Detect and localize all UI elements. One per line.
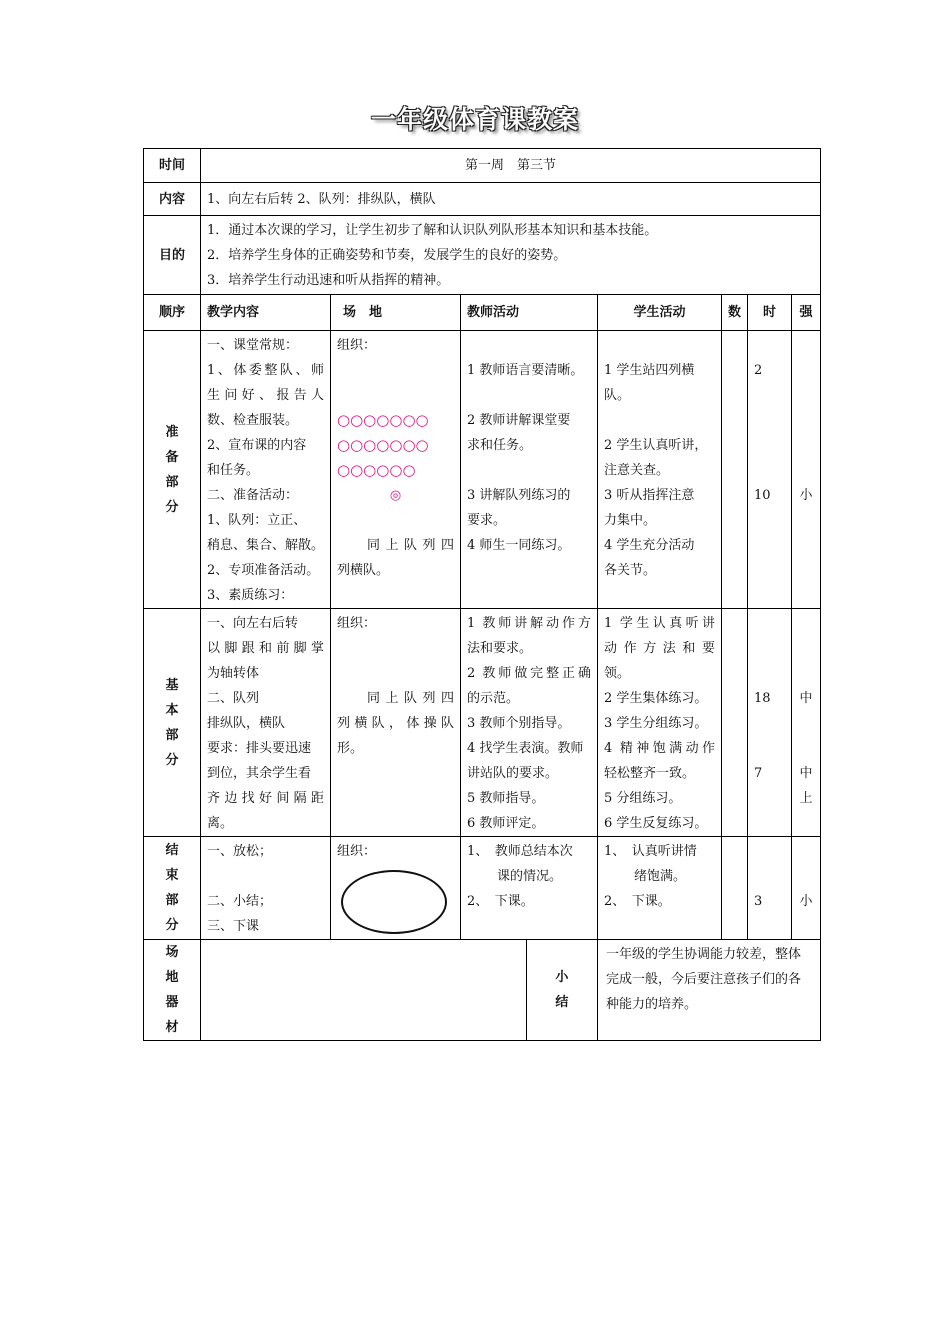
venue-label: 组织： bbox=[337, 844, 377, 859]
end-section-row bbox=[144, 837, 821, 940]
prep-venue: 组织： ○○○○○○○ ○○○○○○○ ○○○○○○ ◎ 同上队列四 列横队。 bbox=[331, 331, 461, 609]
time-row bbox=[144, 149, 821, 183]
end-time: 3 bbox=[748, 837, 792, 940]
basic-intensity: 中 中 上 bbox=[792, 609, 821, 837]
section-label-end: 结 束 部 分 bbox=[144, 837, 201, 940]
prep-teacher-activity: 1 教师语言要清晰。 2 教师讲解课堂要 求和任务。 3 讲解队列练习的 要求。 4 师生一同练习。 bbox=[461, 331, 598, 609]
venue-label: 组织： bbox=[337, 616, 377, 631]
prep-student-activity: 1 学生站四列横 队。 2 学生认真听讲， 注意关查。 3 听从指挥注意 力集中。 4 学生充分活动 各关节。 bbox=[598, 331, 722, 609]
prep-time: 2 10 bbox=[748, 331, 792, 609]
footer-split-cell bbox=[201, 940, 598, 1041]
goal-row bbox=[144, 216, 821, 295]
prep-section-row bbox=[144, 331, 821, 609]
column-header: 学生活动 bbox=[598, 295, 722, 331]
section-label-basic: 基 本 部 分 bbox=[144, 609, 201, 837]
basic-content: 一、向左右后转 以脚跟和前脚掌 为轴转体 二、队列 排纵队，横队 要求：排头要迅速 到位，其余学生看 齐边找好间隔距 离。 bbox=[201, 609, 331, 837]
goal-item: 2．培养学生身体的正确姿势和节奏，发展学生的良好的姿势。 bbox=[207, 248, 567, 263]
basic-venue: 组织： 同上队列四 列横队，体操队 形。 bbox=[331, 609, 461, 837]
time-value: 第一周 第三节 bbox=[201, 149, 821, 183]
basic-teacher-activity: 1 教师讲解动作方 法和要求。 2 教师做完整正确 的示范。 3 教师个别指导。 4 找学生表演。教师 讲站队的要求。 5 教师指导。 6 教师评定。 bbox=[461, 609, 598, 837]
basic-student-activity: 1 学生认真听讲 动作方法和要 领。 2 学生集体练习。 3 学生分组练习。 4 精神饱满动作 轻松整齐一致。 5 分组练习。 6 学生反复练习。 bbox=[598, 609, 722, 837]
summary-label: 小 结 bbox=[555, 970, 569, 1010]
circle-formation-icon bbox=[341, 870, 447, 934]
end-student-activity: 1、 认真听讲情 绪饱满。 2、 下课。 bbox=[598, 837, 722, 940]
column-header-row bbox=[144, 295, 821, 331]
content-row bbox=[144, 183, 821, 216]
time-label: 时间 bbox=[144, 149, 201, 183]
basic-section-row bbox=[144, 609, 821, 837]
column-header: 顺序 bbox=[144, 295, 201, 331]
column-header: 教师活动 bbox=[461, 295, 598, 331]
goal-list bbox=[201, 216, 821, 295]
basic-time: 18 7 bbox=[748, 609, 792, 837]
prep-content: 一、课堂常规： 1、体委整队、师 生问好、报告人 数、检查服装。 2、宣布课的内容 和任务。 二、准备活动： 1、队列：立正、 稍息、集合、解散。 2、专项准备活动。 3、素质练习： bbox=[201, 331, 331, 609]
end-intensity: 小 bbox=[792, 837, 821, 940]
end-content: 一、放松； 二、小结； 三、下课 bbox=[201, 837, 331, 940]
column-header: 数 bbox=[722, 295, 748, 331]
end-teacher-activity: 1、 教师总结本次 课的情况。 2、 下课。 bbox=[461, 837, 598, 940]
footer-inner bbox=[201, 940, 597, 1040]
footer-row bbox=[144, 940, 821, 1041]
goal-label: 目的 bbox=[144, 216, 201, 295]
goal-item: 1．通过本次课的学习，让学生初步了解和认识队列队形基本知识和基本技能。 bbox=[207, 223, 658, 238]
teacher-position-icon: ◎ bbox=[389, 488, 402, 503]
column-header: 场 地 bbox=[331, 295, 461, 331]
student-formation-row: ○○○○○○○ bbox=[337, 436, 429, 454]
equipment-value bbox=[201, 940, 526, 1040]
summary-text: 一年级的学生协调能力较差，整体完成一般，今后要注意孩子们的各种能力的培养。 bbox=[598, 940, 821, 1041]
goal-item: 3．培养学生行动迅速和听从指挥的精神。 bbox=[207, 273, 450, 288]
content-label: 内容 bbox=[144, 183, 201, 216]
student-formation-row: ○○○○○○ bbox=[337, 461, 416, 479]
lesson-plan-table bbox=[143, 148, 821, 1041]
column-header: 强 bbox=[792, 295, 821, 331]
prep-intensity: 小 bbox=[792, 331, 821, 609]
end-venue bbox=[331, 837, 461, 940]
section-label-prep: 准 备 部 分 bbox=[144, 331, 201, 609]
venue-label: 组织： bbox=[337, 338, 377, 353]
equipment-label: 场 地 器 材 bbox=[144, 940, 201, 1041]
column-header: 时 bbox=[748, 295, 792, 331]
page-title: 一年级体育课教案 bbox=[370, 105, 579, 134]
student-formation-row: ○○○○○○○ bbox=[337, 411, 429, 429]
column-header: 教学内容 bbox=[201, 295, 331, 331]
prep-count bbox=[722, 331, 748, 609]
content-value: 1、向左右后转 2、队列：排纵队，横队 bbox=[201, 183, 821, 216]
basic-count bbox=[722, 609, 748, 837]
end-count bbox=[722, 837, 748, 940]
